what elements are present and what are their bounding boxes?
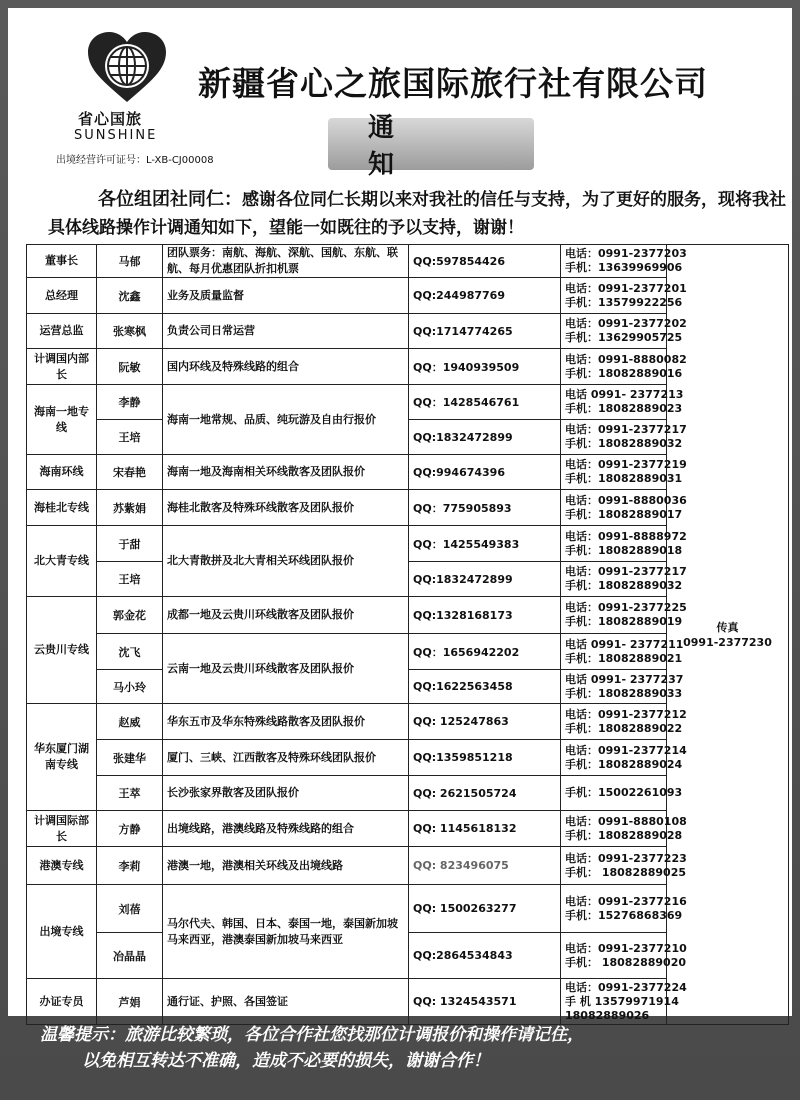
- footer-line-1: 温馨提示：旅游比较繁琐，各位合作社您找那位计调报价和操作请记住，: [40, 1025, 584, 1045]
- phone-cell: [561, 740, 687, 776]
- mobile-text: 手机：18082889022: [565, 721, 683, 735]
- notice-title: 通 知: [328, 118, 534, 170]
- name-cell: 沈飞: [97, 634, 163, 670]
- tel-text: 电话：0991-2377219: [565, 458, 687, 471]
- tel-text: 电话：0991-2377225: [565, 601, 687, 614]
- mobile-text: 手机：18082889023: [565, 402, 683, 415]
- notice-sheet: [8, 8, 792, 1022]
- table-row: [27, 278, 789, 314]
- phone-cell: [561, 349, 687, 385]
- mobile-text: 手机：18082889024: [565, 757, 683, 771]
- tel-text: 电话：0991-2377202: [565, 317, 687, 330]
- name-cell: 赵威: [97, 704, 163, 740]
- dept-cell: 华东厦门湖南专线: [27, 704, 97, 811]
- name-cell: 阮敏: [97, 349, 163, 385]
- license-number: 出境经营许可证号：L-XB-CJ00008: [56, 155, 214, 166]
- qq-cell: QQ: 2621505724: [409, 776, 561, 811]
- mobile-text: 手机：15002261093: [565, 786, 683, 799]
- phone-cell: [561, 776, 683, 811]
- duty-cell: 负责公司日常运营: [163, 314, 409, 349]
- name-cell: 王培: [97, 562, 163, 597]
- qq-cell: QQ:1359851218: [409, 740, 561, 776]
- tel-text: 电话 0991- 2377211: [565, 637, 684, 651]
- mobile-text-2: 18082889026: [565, 1008, 650, 1022]
- dept-cell: 海南环线: [27, 455, 97, 490]
- dept-cell: 港澳专线: [27, 847, 97, 885]
- tel-text: 电话：0991-2377216: [565, 894, 687, 908]
- name-cell: 张建华: [97, 740, 163, 776]
- phone-cell: [561, 847, 687, 885]
- mobile-text: 手机：18082889021: [565, 651, 683, 665]
- table-row: [27, 526, 789, 562]
- dept-cell: 运营总监: [27, 314, 97, 349]
- footer-reminder: [40, 1022, 780, 1074]
- qq-cell: QQ:1832472899: [409, 562, 561, 597]
- tel-text: 电话：0991-2377201: [565, 281, 687, 295]
- qq-cell: QQ:597854426: [409, 245, 561, 278]
- qq-cell: QQ:2864534843: [409, 933, 561, 979]
- mobile-text: 手机：18082889017: [565, 507, 683, 521]
- mobile-text: 手机：15276868369: [565, 908, 683, 922]
- tel-text: 电话：0991-2377212: [565, 707, 687, 721]
- intro-text: 感谢各位同仁长期以来对我社的信任与支持，为了更好的服务，现将我社具体线路操作计调通知如下，望能一如既往的予以支持，谢谢！: [48, 190, 786, 238]
- tel-text: 电话：0991-2377203: [565, 247, 687, 260]
- mobile-text: 手机：18082889032: [565, 437, 683, 450]
- duty-cell: 通行证、护照、各国签证: [163, 979, 409, 1025]
- duty-cell: 成都一地及云贵川环线散客及团队报价: [163, 597, 409, 634]
- duty-cell: 出境线路，港澳线路及特殊线路的组合: [163, 811, 409, 847]
- duty-cell: 业务及质量监督: [163, 278, 409, 314]
- qq-cell: QQ:1714774265: [409, 314, 561, 349]
- name-cell: 冶晶晶: [97, 933, 163, 979]
- phone-cell: [561, 597, 687, 634]
- company-logo: [72, 30, 182, 104]
- fax-number: 0991-2377230: [683, 635, 772, 649]
- phone-cell: [561, 420, 687, 455]
- dept-cell: 计调国际部长: [27, 811, 97, 847]
- qq-cell: QQ：1428546761: [409, 385, 561, 420]
- dept-cell: 北大青专线: [27, 526, 97, 597]
- qq-cell: QQ: 1324543571: [409, 979, 561, 1025]
- heart-globe-icon: [84, 30, 170, 104]
- tel-text: 电话：0991-8880036: [565, 493, 687, 507]
- tel-text: 电话 0991- 2377237: [565, 672, 684, 686]
- name-cell: 刘蓓: [97, 885, 163, 933]
- mobile-text: 手机：18082889032: [565, 579, 683, 592]
- dept-cell: 总经理: [27, 278, 97, 314]
- duty-cell: 华东五市及华东特殊线路散客及团队报价: [163, 704, 409, 740]
- dept-cell: 计调国内部长: [27, 349, 97, 385]
- mobile-text: 手机：18082889018: [565, 543, 683, 557]
- mobile-text: 手机： 18082889025: [565, 865, 687, 879]
- fax-label: 传真: [716, 620, 739, 634]
- name-cell: 王培: [97, 420, 163, 455]
- name-cell: 张寒枫: [97, 314, 163, 349]
- dept-cell: 海南一地专线: [27, 385, 97, 455]
- name-cell: 于甜: [97, 526, 163, 562]
- mobile-text: 手机：18082889016: [565, 366, 683, 380]
- name-cell: 方静: [97, 811, 163, 847]
- qq-cell: QQ：1656942202: [409, 634, 561, 670]
- table-row: [27, 634, 789, 670]
- duty-cell: 海南一地及海南相关环线散客及团队报价: [163, 455, 409, 490]
- dept-cell: 董事长: [27, 245, 97, 278]
- duty-cell: 海桂北散客及特殊环线散客及团队报价: [163, 490, 409, 526]
- name-cell: 芦娟: [97, 979, 163, 1025]
- qq-cell: QQ：1940939509: [409, 349, 561, 385]
- logo-english-text: SUNSHINE: [74, 128, 158, 143]
- name-cell: 王萃: [97, 776, 163, 811]
- tel-text: 电话：0991-2377217: [565, 565, 687, 578]
- mobile-text: 手机：18082889028: [565, 828, 683, 842]
- staff-table: [26, 244, 789, 1025]
- phone-cell: [561, 562, 687, 597]
- tel-text: 电话：0991-2377223: [565, 851, 687, 865]
- table-row: [27, 704, 789, 740]
- table-row: [27, 245, 789, 278]
- logo-chinese-text: 省心国旅: [78, 110, 143, 128]
- name-cell: 李莉: [97, 847, 163, 885]
- footer-line-2: 以免相互转达不准确，造成不必要的损失，谢谢合作！: [82, 1051, 490, 1071]
- duty-cell: 厦门、三峡、江西散客及特殊环线团队报价: [163, 740, 409, 776]
- dept-cell: 云贵川专线: [27, 597, 97, 704]
- qq-cell: QQ：1425549383: [409, 526, 561, 562]
- phone-cell: [561, 314, 687, 349]
- name-cell: 马郁: [97, 245, 163, 278]
- name-cell: 郭金花: [97, 597, 163, 634]
- mobile-text: 手机：18082889031: [565, 472, 683, 485]
- qq-cell: QQ:244987769: [409, 278, 561, 314]
- phone-cell: [561, 979, 687, 1025]
- phone-cell: [561, 885, 687, 933]
- name-cell: 沈鑫: [97, 278, 163, 314]
- name-cell: 马小玲: [97, 670, 163, 704]
- qq-cell: QQ:994674396: [409, 455, 561, 490]
- qq-cell: QQ：775905893: [409, 490, 561, 526]
- name-cell: 李静: [97, 385, 163, 420]
- qq-cell: QQ: 1500263277: [409, 885, 561, 933]
- mobile-text: 手 机 13579971914: [565, 994, 679, 1008]
- tel-text: 电话：0991-2377210: [565, 941, 687, 955]
- mobile-text: 手机：18082889033: [565, 686, 683, 700]
- duty-cell: 长沙张家界散客及团队报价: [163, 776, 409, 811]
- duty-cell: 云南一地及云贵川环线散客及团队报价: [163, 634, 409, 704]
- table-row: [27, 314, 789, 349]
- phone-cell: [561, 933, 687, 979]
- qq-cell: QQ: 823496075: [409, 847, 561, 885]
- phone-cell: [561, 811, 687, 847]
- phone-cell: [561, 526, 687, 562]
- qq-cell: QQ: 125247863: [409, 704, 561, 740]
- mobile-text: 手机：18082889019: [565, 615, 683, 628]
- tel-text: 电话 0991- 2377213: [565, 388, 684, 401]
- dept-cell: 出境专线: [27, 885, 97, 979]
- phone-cell: [561, 385, 684, 420]
- dept-cell: 办证专员: [27, 979, 97, 1025]
- name-cell: 苏紫娟: [97, 490, 163, 526]
- mobile-text: 手机： 18082889020: [565, 955, 687, 969]
- phone-cell: [561, 455, 687, 490]
- table-row: [27, 740, 789, 776]
- phone-cell: [561, 704, 687, 740]
- mobile-text: 手机：13579922256: [565, 295, 683, 309]
- duty-cell: 北大青散拼及北大青相关环线团队报价: [163, 526, 409, 597]
- duty-cell: 马尔代夫、韩国、日本、泰国一地，泰国新加坡马来西亚，港澳泰国新加坡马来西亚: [163, 885, 409, 979]
- duty-cell: 国内环线及特殊线路的组合: [163, 349, 409, 385]
- phone-cell: [561, 634, 684, 670]
- tel-text: 电话：0991-2377217: [565, 423, 687, 436]
- table-row: [27, 811, 789, 847]
- phone-cell: [561, 278, 687, 314]
- phone-cell: [561, 490, 687, 526]
- duty-cell: 海南一地常规、品质、纯玩游及自由行报价: [163, 385, 409, 455]
- tel-text: 电话：0991-2377214: [565, 743, 687, 757]
- company-name: 新疆省心之旅国际旅行社有限公司: [198, 64, 708, 103]
- tel-text: 电话：0991-8880108: [565, 814, 687, 828]
- qq-cell: QQ:1622563458: [409, 670, 561, 704]
- table-row: [27, 847, 789, 885]
- qq-cell: QQ: 1145618132: [409, 811, 561, 847]
- name-cell: 宋春艳: [97, 455, 163, 490]
- intro-greeting: 各位组团社同仁：: [98, 189, 242, 210]
- table-row: [27, 349, 789, 385]
- tel-text: 电话：0991-8888972: [565, 529, 687, 543]
- table-row: [27, 455, 789, 490]
- table-row: [27, 597, 789, 634]
- tel-text: 电话：0991-2377224: [565, 980, 687, 994]
- mobile-text: 手机：13629905725: [565, 331, 683, 344]
- qq-cell: QQ:1832472899: [409, 420, 561, 455]
- table-row: [27, 490, 789, 526]
- phone-cell: [561, 670, 684, 704]
- mobile-text: 手机：13639969906: [565, 261, 683, 274]
- dept-cell: 海桂北专线: [27, 490, 97, 526]
- qq-cell: QQ:1328168173: [409, 597, 561, 634]
- tel-text: 电话：0991-8880082: [565, 352, 687, 366]
- duty-cell: 团队票务：南航、海航、深航、国航、东航、联航、每月优惠团队折扣机票: [163, 245, 409, 278]
- table-row: [27, 385, 789, 420]
- intro-paragraph: [48, 186, 788, 242]
- duty-cell: 港澳一地，港澳相关环线及出境线路: [163, 847, 409, 885]
- phone-cell: [561, 245, 687, 278]
